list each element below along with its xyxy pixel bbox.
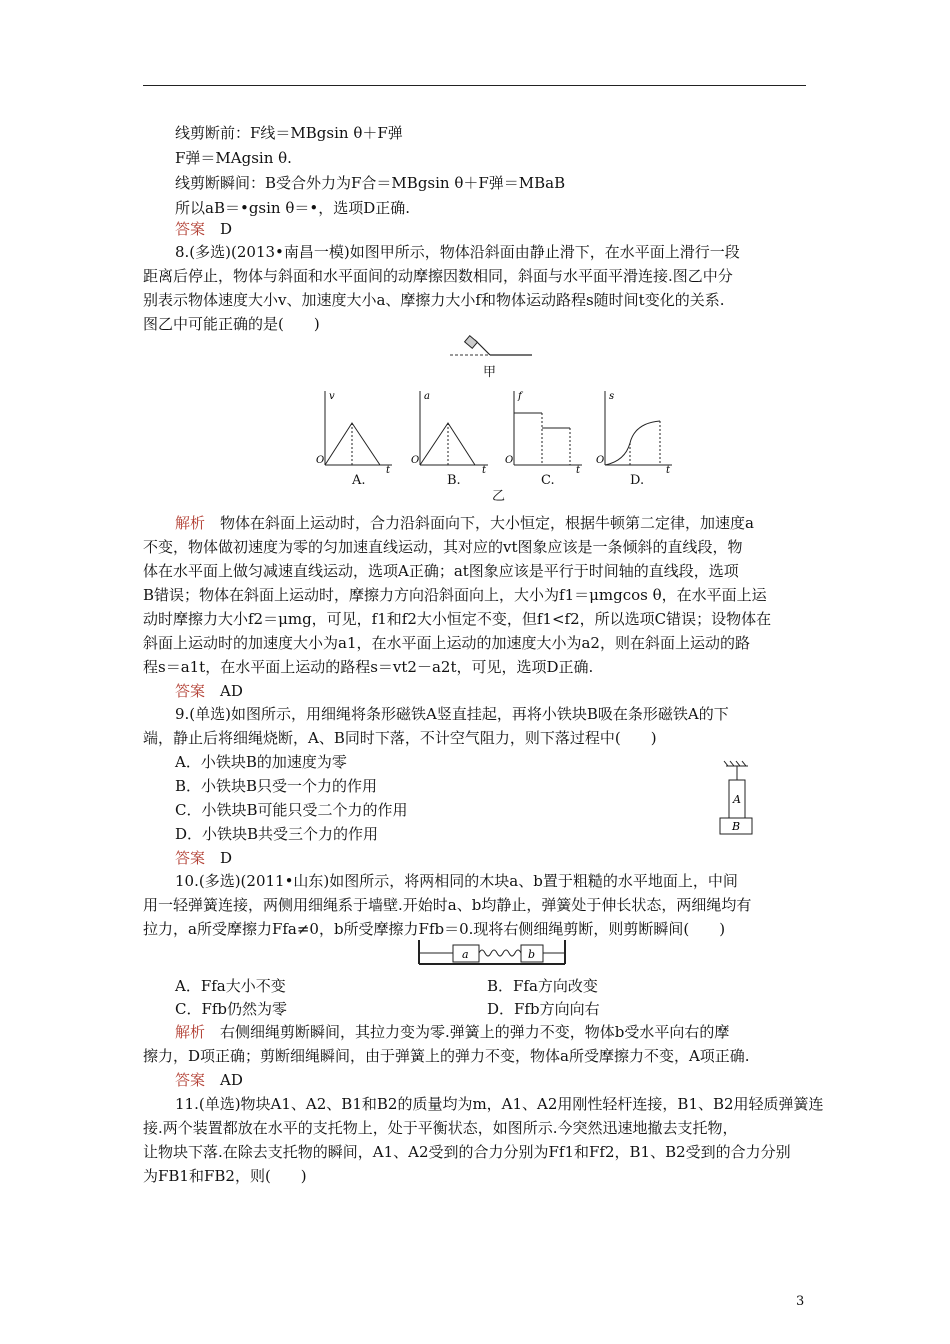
question-10-option: A．Ffa大小不变: [175, 977, 286, 995]
question-11-line: 为FB1和FB2，则( ): [143, 1167, 307, 1185]
block-a-label: a: [462, 948, 469, 961]
question-10-option: D．Ffb方向向右: [487, 1000, 600, 1018]
page-number: 3: [796, 1294, 805, 1309]
graph-a-label: A.: [352, 473, 366, 488]
answer-value: D: [220, 220, 233, 238]
question-11-line: 11.(单选)物块A1、A2、B1和B2的质量均为m，A1、A2用刚性轻杆连接，B1、B2用轻质弹簧连: [175, 1095, 824, 1113]
block-b-label: b: [528, 948, 536, 961]
graphs-figure: [310, 383, 690, 473]
question-8-line: 图乙中可能正确的是( ): [143, 315, 320, 333]
question-8-line: 8.(多选)(2013•南昌一模)如图甲所示，物体沿斜面由静止滑下，在水平面上滑行一段: [175, 243, 740, 261]
answer-line: [175, 847, 842, 869]
text-line: F弹＝MAgsin θ.: [175, 149, 292, 167]
question-9-option: D．小铁块B共受三个力的作用: [175, 825, 379, 843]
graph-d-ylabel: s: [609, 391, 615, 402]
graph-c: [505, 391, 582, 473]
graph-a-ylabel: v: [329, 391, 335, 402]
text-line: 线剪断瞬间：B受合外力为F合＝MBgsin θ＋F弹＝MBaB: [175, 174, 566, 192]
graph-c-ylabel: f: [518, 391, 522, 402]
figure-label-jia: 甲: [483, 365, 497, 380]
question-10-line: 10.(多选)(2011•山东)如图所示，将两相同的木块a、b置于粗糙的水平地面上，中间: [175, 872, 738, 890]
question-8-line: 距离后停止，物体与斜面和水平面间的动摩擦因数相同，斜面与水平面平滑连接.图乙中分: [143, 267, 733, 285]
graph-d-xlabel: t: [666, 465, 671, 473]
question-9-option: A．小铁块B的加速度为零: [175, 753, 347, 771]
question-10-line: 用一轻弹簧连接，两侧用细绳系于墙壁.开始时a、b均静止，弹簧处于伸长状态，两细绳均有: [143, 896, 752, 914]
answer-value: AD: [220, 682, 243, 700]
graph-b: [411, 391, 488, 473]
solution-8-line: 不变，物体做初速度为零的匀加速直线运动，其对应的vt图象应该是一条倾斜的直线段，物: [143, 538, 743, 556]
graph-b-xlabel: t: [482, 465, 487, 473]
solution-10-line: 擦力，D项正确；剪断细绳瞬间，由于弹簧上的弹力不变，物体a所受摩擦力不变，A项正确.: [143, 1047, 750, 1065]
spring-figure: [415, 938, 570, 968]
question-10-line: 拉力，a所受摩擦力Ffa≠0，b所受摩擦力Ffb＝0.现将右侧细绳剪断，则剪断瞬间( ): [143, 920, 726, 938]
text-line: 所以aB＝•gsin θ＝•，选项D正确.: [175, 199, 411, 217]
magnet-label: A: [733, 793, 741, 806]
answer-line: [175, 218, 842, 240]
solution-10-line: 解析 右侧细绳剪断瞬间，其拉力变为零.弹簧上的弹力不变，物体b受水平向右的摩: [175, 1023, 730, 1041]
answer-label: 答案: [175, 1071, 206, 1089]
graph-a-origin: O: [316, 455, 325, 466]
graph-d: [596, 391, 672, 473]
graph-c-xlabel: t: [576, 465, 581, 473]
header-rule: [143, 85, 806, 86]
solution-8-line: 解析 物体在斜面上运动时，合力沿斜面向下，大小恒定，根据牛顿第二定律，加速度a: [175, 514, 754, 532]
solution-8-line: B错误；物体在斜面上运动时，摩擦力方向沿斜面向上，大小为f1＝μmgcos θ，在水平面上运: [143, 586, 767, 604]
graph-c-origin: O: [505, 455, 514, 466]
answer-label: 答案: [175, 220, 206, 238]
question-10-option: C．Ffb仍然为零: [175, 1000, 288, 1018]
solution-8-line: 斜面上运动时的加速度大小为a1，在水平面上运动的加速度大小为a2，则在斜面上运动的路: [143, 634, 750, 652]
question-9-option: B．小铁块B只受一个力的作用: [175, 777, 378, 795]
graph-c-label: C.: [541, 473, 555, 488]
solution-8-line: 动时摩擦力大小f2＝μmg，可见，f1和f2大小恒定不变，但f1<f2，所以选项C错误；设物体在: [143, 610, 772, 628]
answer-value: AD: [220, 1071, 243, 1089]
question-11-line: 接.两个装置都放在水平的支托物上，处于平衡状态，如图所示.今突然迅速地撤去支托物，: [143, 1119, 738, 1137]
question-9-line: 端，静止后将细绳烧断，A、B同时下落，不计空气阻力，则下落过程中( ): [143, 729, 657, 747]
graph-d-origin: O: [596, 455, 605, 466]
figure-label-yi: 乙: [492, 489, 506, 504]
solution-label: 解析: [175, 1023, 206, 1041]
answer-line: [175, 680, 842, 702]
solution-label: 解析: [175, 514, 206, 532]
answer-label: 答案: [175, 682, 206, 700]
text-line: 线剪断前：F线＝MBgsin θ＋F弹: [175, 124, 403, 142]
answer-label: 答案: [175, 849, 206, 867]
answer-line: [175, 1069, 842, 1091]
graph-a-xlabel: t: [386, 465, 391, 473]
question-11-line: 让物块下落.在除去支托物的瞬间，A1、A2受到的合力分别为Ff1和Ff2，B1、B2受到的合力分别: [143, 1143, 791, 1161]
graph-b-origin: O: [411, 455, 420, 466]
answer-value: D: [220, 849, 233, 867]
solution-8-line: 程s＝a1t，在水平面上运动的路程s＝vt2－a2t，可见，选项D正确.: [143, 658, 594, 676]
question-8-line: 别表示物体速度大小v、加速度大小a、摩擦力大小f和物体运动路程s随时间t变化的关系.: [143, 291, 725, 309]
graph-b-label: B.: [447, 473, 461, 488]
graph-b-ylabel: a: [424, 391, 430, 402]
solution-8-line: 体在水平面上做匀减速直线运动，选项A正确；at图象应该是平行于时间轴的直线段，选项: [143, 562, 739, 580]
magnet-figure: [710, 758, 770, 838]
question-10-option: B．Ffa方向改变: [487, 977, 598, 995]
graph-d-label: D.: [630, 473, 645, 488]
question-9-line: 9.(单选)如图所示，用细绳将条形磁铁A竖直挂起，再将小铁块B吸在条形磁铁A的下: [175, 705, 729, 723]
graph-a: [316, 391, 392, 473]
block-label: B: [732, 820, 741, 833]
question-9-option: C．小铁块B可能只受二个力的作用: [175, 801, 408, 819]
